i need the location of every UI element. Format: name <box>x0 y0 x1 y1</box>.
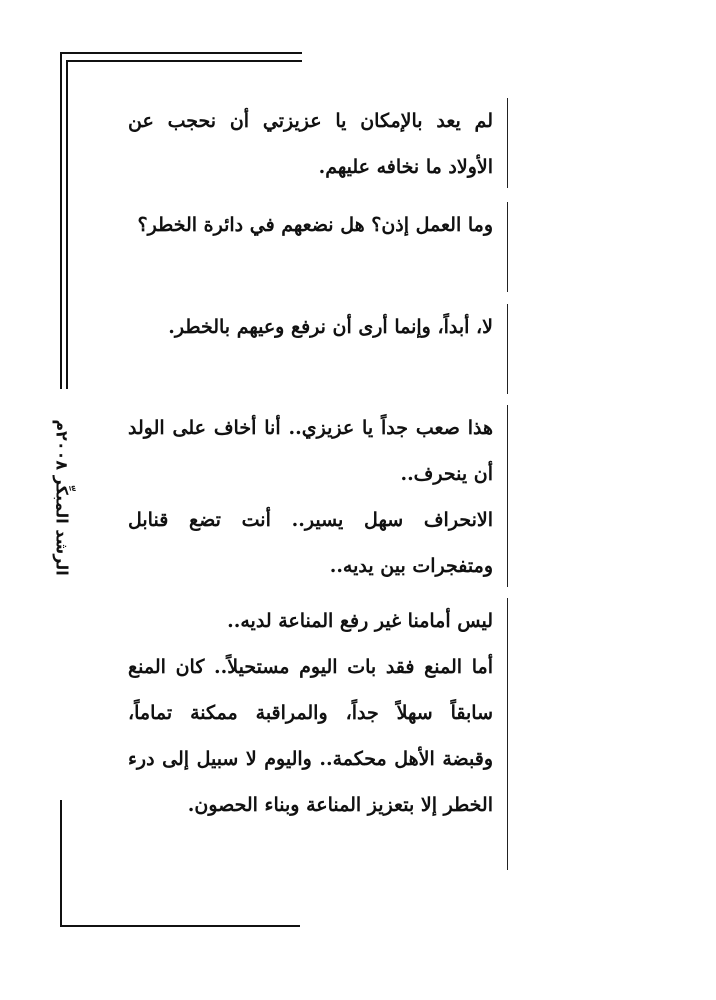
paragraph: لم يعد بالإمكان يا عزيزتي أن نحجب عن الأولاد ما نخافه عليهم. <box>128 110 493 178</box>
paragraph: ليس أمامنا غير رفع المناعة لديه.. <box>227 610 493 632</box>
frame-bottom-line <box>60 925 300 927</box>
running-title-text: الرشد المبكِّر ٢٠٠٨م <box>52 419 72 576</box>
paragraph: هذا صعب جداً يا عزيزي.. أنا أخاف على الولد أن ينحرف.. <box>128 417 493 485</box>
frame-top-outer-line <box>60 52 302 54</box>
frame-left-bottom-line <box>60 800 62 926</box>
dialogue-block-3 <box>128 304 508 394</box>
paragraph: الانحراف سهل يسير.. أنت تضع قنابل ومتفجرات بين يديه.. <box>128 509 493 577</box>
paragraph: وما العمل إذن؟ هل نضعهم في دائرة الخطر؟ <box>137 214 493 236</box>
dialogue-block-2 <box>128 202 508 292</box>
paragraph: لا، أبداً، وإنما أرى أن نرفع وعيهم بالخطر. <box>168 316 493 338</box>
dialogue-block-4 <box>128 405 508 587</box>
frame-left-inner-line <box>66 60 68 389</box>
running-title <box>44 410 80 585</box>
dialogue-block-5 <box>128 598 508 870</box>
dialogue-block-1 <box>128 98 508 188</box>
frame-top-inner-line <box>66 60 302 62</box>
paragraph: أما المنع فقد بات اليوم مستحيلاً.. كان المنع سابقاً سهلاً جداً، والمراقبة ممكنة تماماً، وقبضة الأهل محكمة.. واليوم لا سبيل إلى درء الخطر إلا بتعزيز المناعة وبناء الحصون. <box>128 656 493 816</box>
frame-left-outer-line <box>60 52 62 389</box>
